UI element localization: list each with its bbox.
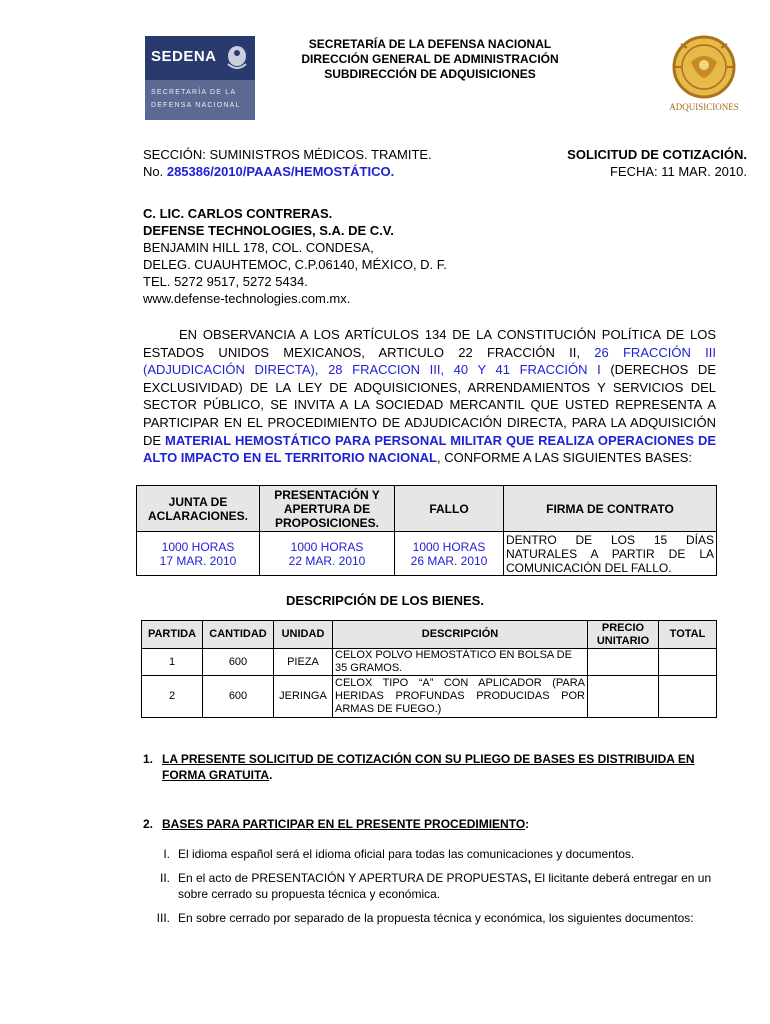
items-header-cell: PARTIDA [142,621,203,649]
list-item-text-post: El licitante deberá entregar en un sobre cerrado su propuesta técnica y económica. [178,871,712,901]
bases-cell-hour: 1000 HORAS [412,539,486,554]
table-row [142,676,717,718]
solicitud-fecha: FECHA: 11 MAR. 2010. [609,164,747,179]
bases-cell-date: 26 MAR. 2010 [410,553,488,568]
header-line-2: DIRECCIÓN GENERAL DE ADMINISTRACIÓN [301,52,559,66]
header-line-3: SUBDIRECCIÓN DE ADQUISICIONES [324,67,536,81]
item-2-end: : [525,817,530,831]
items-header-row [142,621,717,649]
bases-header-cell: JUNTA DE ACLARACIONES. [137,486,260,532]
roman-numeral: III. [156,911,170,925]
item-descripcion: CELOX POLVO HEMOSTÁTICO EN BOLSA DE 35 GRAMOS. [333,649,588,676]
item-precio [588,649,659,676]
list-item-bold: , [527,871,532,885]
addressee-phone: TEL. 5272 9517, 5272 5434. [143,274,308,289]
items-header-cell: UNIDAD [274,621,333,649]
numbered-item-1 [143,751,718,783]
logo-bottom-band [145,80,255,120]
list-item-text: En sobre cerrado por separado de la propuesta técnica y económica, los siguientes documentos: [178,911,694,925]
body-subject: MATERIAL HEMOSTÁTICO PARA PERSONAL MILITAR QUE REALIZA OPERACIONES DE ALTO IMPACTO EN EL TERRITORIO NACIONAL [143,432,717,466]
item-number: 1. [143,752,154,766]
tramite-label: No. [143,164,167,179]
items-header-cell: TOTAL [659,621,717,649]
bases-header-cell: PRESENTACIÓN Y APERTURA DE PROPOSICIONES. [260,486,395,532]
items-header-cell: PRECIO UNITARIO [588,621,659,649]
list-item [143,910,718,926]
item-precio [588,676,659,718]
body-text-3: , CONFORME A LAS SIGUIENTES BASES: [436,450,692,466]
bases-cell [395,532,504,576]
item-number: 2. [143,817,154,831]
logo-sub-1: SECRETARÍA DE LA [151,89,237,96]
sedena-logo [145,36,255,120]
bases-cell-contract: DENTRO DE LOS 15 DÍAS NATURALES A PARTIR DE LA COMUNICACIÓN DEL FALLO. [504,532,717,576]
item-2-text: BASES PARA PARTICIPAR EN EL PRESENTE PROCEDIMIENTO [162,817,526,831]
bases-header-cell: FALLO [395,486,504,532]
items-table [141,620,717,718]
bases-cell-date: 22 MAR. 2010 [288,553,366,568]
addressee-address-1: BENJAMIN HILL 178, COL. CONDESA, [143,240,374,255]
bases-cell-hour: 1000 HORAS [290,539,364,554]
adquisiciones-seal [663,32,745,116]
tramite-number [143,163,432,180]
seal-caption: ADQUISICIONES [669,102,739,112]
bases-cell-date: 17 MAR. 2010 [159,553,237,568]
bases-data-row [137,532,717,576]
seal-icon [663,32,745,104]
item-total [659,676,717,718]
seccion-block [143,146,432,180]
item-cantidad: 600 [203,676,274,718]
roman-list [143,846,718,934]
addressee-block [143,205,447,307]
item-1-end: . [269,768,273,782]
header-line-1: SECRETARÍA DE LA DEFENSA NACIONAL [308,37,552,51]
bases-header-cell: FIRMA DE CONTRATO [504,486,717,532]
logo-name: SEDENA [151,48,217,65]
numbered-item-2 [143,817,529,831]
item-total [659,649,717,676]
invitation-paragraph [143,326,716,467]
bases-header-row [137,486,717,532]
logo-sub-2: DEFENSA NACIONAL [151,102,241,109]
item-cantidad: 600 [203,649,274,676]
bases-cell [137,532,260,576]
body-text-2: (DERECHOS DE EXCLUSIVIDAD) DE LA LEY DE ADQUISICIONES, ARRENDAMIENTOS Y SERVICIOS DEL SECTOR PÚBLICO, SE INVITA A LA SOCIEDAD MERCANTIL QUE USTED REPRESENTA A PARTICIPAR EN EL PROCEDIMIENTO DE ADJUDICACIÓN DIRECTA, PARA LA ADQUISICIÓN DE [143,362,716,448]
item-partida: 2 [142,676,203,718]
seccion-line: SECCIÓN: SUMINISTROS MÉDICOS. TRAMITE. [143,147,432,162]
item-1-text: LA PRESENTE SOLICITUD DE COTIZACIÓN CON SU PLIEGO DE BASES ES DISTRIBUIDA EN FORMA GRATUITA [162,752,695,782]
description-title: DESCRIPCIÓN DE LOS BIENES. [286,593,484,608]
list-item-text: En el acto de PRESENTACIÓN Y APERTURA DE PROPUESTAS [178,871,528,885]
list-item [143,870,718,902]
roman-numeral: II. [159,871,170,885]
document-header [240,37,620,82]
bases-cell [260,532,395,576]
items-header-cell: DESCRIPCIÓN [333,621,588,649]
items-header-cell: CANTIDAD [203,621,274,649]
bases-cell-hour: 1000 HORAS [161,539,235,554]
body-legal-articles: 26 FRACCIÓN III (ADJUDICACIÓN DIRECTA), 28 FRACCION III, 40 Y 41 FRACCIÓN I [143,344,716,378]
item-unidad: PIEZA [274,649,333,676]
addressee-website: www.defense-technologies.com.mx. [143,291,351,306]
item-descripcion: CELOX TIPO “A” CON APLICADOR (PARA HERIDAS PROFUNDAS PRODUCIDAS POR ARMAS DE FUEGO.) [333,676,588,718]
roman-numeral: I. [163,847,170,861]
addressee-address-2: DELEG. CUAUHTEMOC, C.P.06140, MÉXICO, D. F. [143,257,447,272]
list-item [143,846,718,862]
solicitud-block [567,146,747,180]
solicitud-title: SOLICITUD DE COTIZACIÓN. [567,147,747,162]
addressee-company: DEFENSE TECHNOLOGIES, S.A. DE C.V. [143,223,394,238]
tramite-value: 285386/2010/PAAAS/HEMOSTÁTICO. [166,164,395,179]
list-item-text: El idioma español será el idioma oficial para todas las comunicaciones y documentos. [178,847,635,861]
table-row [142,649,717,676]
body-text-1: EN OBSERVANCIA A LOS ARTÍCULOS 134 DE LA CONSTITUCIÓN POLÍTICA DE LOS ESTADOS UNIDOS MEXICANOS, ARTICULO 22 FRACCIÓN II, [143,327,716,360]
logo-top-band [145,36,255,80]
addressee-name: C. LIC. CARLOS CONTRERAS. [143,206,333,221]
bases-table [136,485,717,576]
item-partida: 1 [142,649,203,676]
item-unidad: JERINGA [274,676,333,718]
